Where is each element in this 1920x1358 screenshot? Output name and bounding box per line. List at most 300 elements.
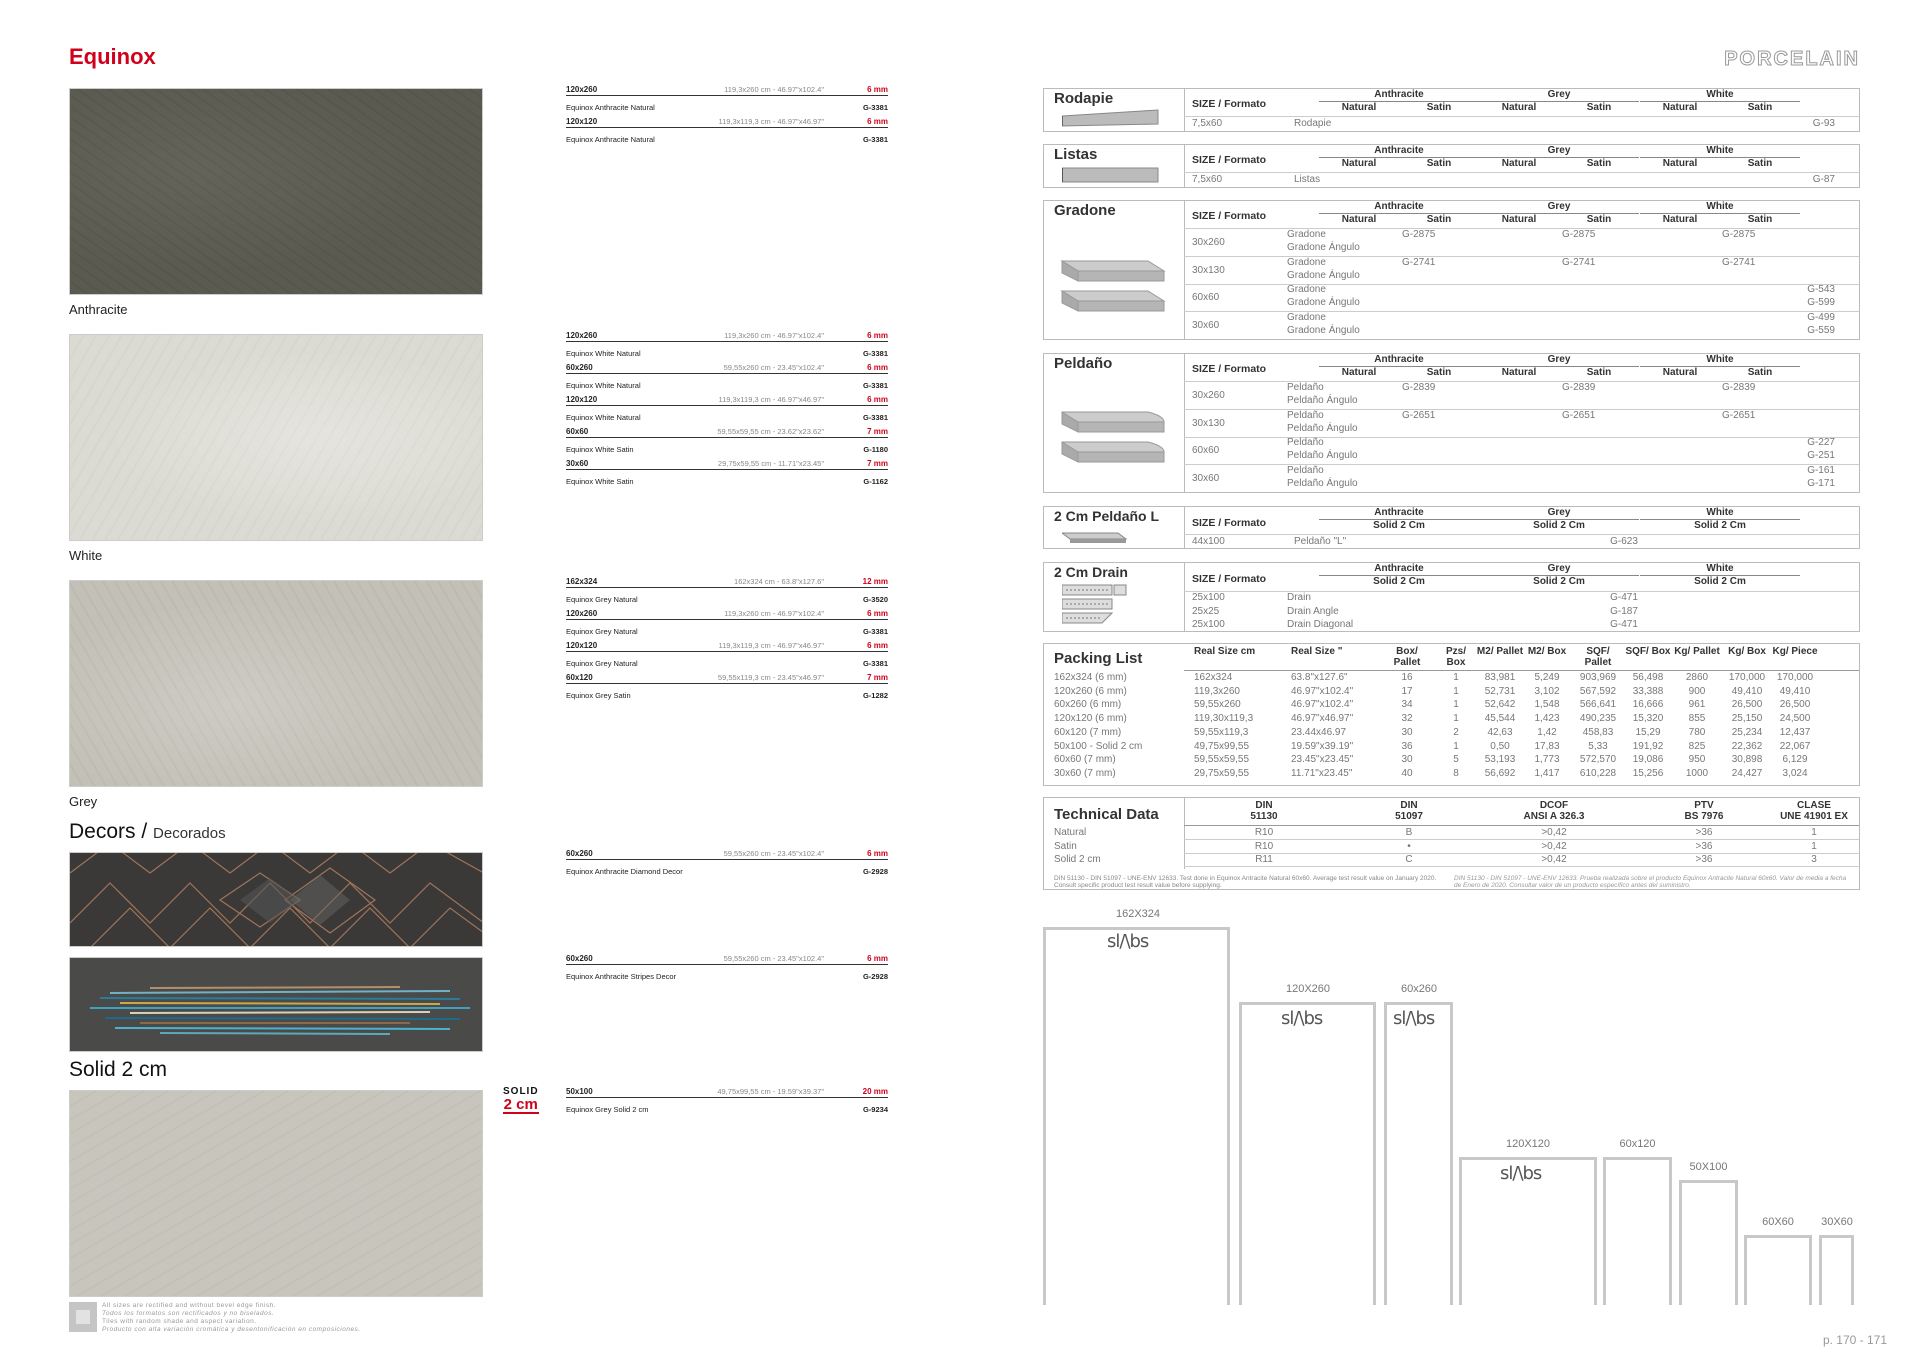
packing-value: 1,423 <box>1534 713 1560 725</box>
color-group-header: White <box>1706 354 1734 365</box>
technical-value: 1 <box>1811 840 1817 852</box>
packing-value: 5,33 <box>1588 740 1608 752</box>
spec-thickness: 6 mm <box>867 641 888 650</box>
row-divider <box>1184 866 1859 867</box>
packing-value: 1000 <box>1685 767 1709 779</box>
finish-header: Satin <box>1747 367 1773 378</box>
finish-header: Satin <box>1747 158 1773 169</box>
packing-value: 1,417 <box>1534 767 1560 779</box>
spec-thickness: 6 mm <box>867 363 888 372</box>
packing-value: 16 <box>1401 672 1413 683</box>
finish-header: Natural <box>1341 158 1377 169</box>
packing-value: 59,55x119,3 <box>1194 726 1249 738</box>
slab-size-label: 60x260 <box>1400 983 1438 995</box>
spec-thickness: 6 mm <box>867 85 888 94</box>
technical-note-es: DIN 51130 - DIN 51097 - UNE-ENV 12633. Prueba realizada sobre el producto Equinox Antracite Natural 60x60. Valor de media a fecha de Enero de 2020. Consultar valor de un producto específico antes del suministro. <box>1454 875 1847 889</box>
packing-value: 170,000 <box>1776 672 1814 683</box>
slab-60x60 <box>1744 1235 1812 1305</box>
footnote-line: All sizes are rectified and without bevel edge finish. <box>102 1302 277 1309</box>
color-group-header: White <box>1706 145 1734 156</box>
technical-header-l2: 51130 <box>1250 811 1278 822</box>
spec-size-row <box>566 422 888 438</box>
spec-product-code: G-2928 <box>862 972 888 981</box>
row-desc: Peldaño <box>1287 464 1324 476</box>
packing-value: 49,410 <box>1779 685 1811 697</box>
slab-size-label: 30X60 <box>1821 1216 1853 1228</box>
packing-value: 63.8"x127.6" <box>1291 672 1348 683</box>
rodapie-illustration <box>1062 108 1162 128</box>
spec-real-size: 119,3x260 cm - 46.97"x102.4" <box>724 85 824 94</box>
row-size: 60x60 <box>1192 445 1220 456</box>
slabs-logo: sl/\bs <box>1500 1163 1542 1184</box>
table-title: Gradone <box>1054 202 1116 219</box>
spec-product-row <box>566 684 888 700</box>
packing-value: 458,83 <box>1582 726 1614 738</box>
row-divider <box>1184 409 1859 410</box>
row-size: 25x100 <box>1192 592 1225 603</box>
technical-value: >0,42 <box>1541 827 1567 838</box>
spec-size: 60x60 <box>566 427 589 436</box>
technical-value: R10 <box>1254 840 1274 852</box>
packing-value: 83,981 <box>1484 672 1516 683</box>
packing-title: Packing List <box>1054 650 1143 667</box>
stripes-pattern <box>70 958 483 1052</box>
packing-value: 1 <box>1453 699 1459 711</box>
technical-header-l1: CLASE <box>1797 800 1831 811</box>
packing-value: 11.71"x23.45" <box>1291 767 1353 779</box>
slabs-logo: sl/\bs <box>1107 931 1149 952</box>
row-code: G-2839 <box>1402 382 1436 393</box>
decors-title: Decors / <box>69 820 148 843</box>
spec-product-row <box>566 620 888 636</box>
finish-header: Natural <box>1501 158 1537 169</box>
spec-product-row <box>566 96 888 112</box>
packing-value: 33,388 <box>1632 685 1664 697</box>
diamond-pattern <box>70 853 483 947</box>
spec-real-size: 59,55x119,3 cm - 23.45"x46.97" <box>717 673 824 682</box>
spec-thickness: 6 mm <box>867 954 888 963</box>
row-code: G-2741 <box>1562 256 1596 268</box>
finish-header: Natural <box>1662 367 1698 378</box>
rectified-icon <box>69 1302 97 1332</box>
spec-product-name: Equinox Grey Natural <box>566 595 638 604</box>
color-group-header: Anthracite <box>1374 89 1424 100</box>
spec-product-name: Equinox Anthracite Natural <box>566 103 655 112</box>
row-size: 30x60 <box>1192 472 1220 484</box>
finish-header: Satin <box>1426 367 1452 378</box>
technical-header-l2: 51097 <box>1395 811 1423 822</box>
row-desc: Peldaño Ángulo <box>1287 477 1358 489</box>
table-title: 2 Cm Drain <box>1054 564 1128 580</box>
row-code: G-2839 <box>1722 382 1756 393</box>
row-desc: Peldaño <box>1287 382 1324 393</box>
packing-value: 25,234 <box>1731 726 1763 738</box>
packing-value: 825 <box>1688 740 1706 752</box>
spec-product-code: G-1162 <box>863 477 888 486</box>
table-peldano-l <box>1043 506 1860 549</box>
row-size: 30x260 <box>1192 390 1225 401</box>
tile-image-anthracite <box>69 88 483 295</box>
solid-badge-line1: SOLID <box>503 1086 539 1097</box>
spec-size-row <box>566 636 888 652</box>
spec-size-row <box>566 572 888 588</box>
packing-value: 900 <box>1688 685 1706 697</box>
packing-value: 26,500 <box>1731 699 1763 711</box>
size-header: SIZE / Formato <box>1192 98 1267 110</box>
finish-header: Satin <box>1426 214 1452 225</box>
row-code: G-2875 <box>1402 229 1436 240</box>
technical-title: Technical Data <box>1054 806 1159 823</box>
packing-value: 1 <box>1453 672 1459 683</box>
finish-header: Natural <box>1662 214 1698 225</box>
packing-value: 119,3x260 <box>1194 685 1240 697</box>
spec-block-stripes <box>566 949 888 981</box>
spec-thickness: 6 mm <box>867 609 888 618</box>
packing-column-header: M2/ Box <box>1527 646 1567 657</box>
row-desc: Gradone <box>1287 256 1326 268</box>
packing-value: 1 <box>1453 713 1459 725</box>
table-peldano <box>1043 353 1860 493</box>
table-title: Listas <box>1054 146 1098 163</box>
technical-value: >0,42 <box>1541 840 1567 852</box>
spec-real-size: 59,55x260 cm - 23.45"x102.4" <box>723 954 824 963</box>
spec-size: 120x120 <box>566 641 598 650</box>
finish-header: Solid 2 Cm <box>1373 576 1425 587</box>
row-desc: Drain Angle <box>1287 606 1339 617</box>
finish-header: Satin <box>1426 102 1452 113</box>
row-divider <box>1184 284 1859 285</box>
packing-value: 12,437 <box>1779 726 1811 738</box>
spec-size: 162x324 <box>566 577 598 586</box>
finish-header: Satin <box>1586 158 1612 169</box>
packing-format: 60x60 (7 mm) <box>1054 754 1116 766</box>
finish-header: Natural <box>1341 214 1377 225</box>
packing-value: 46.97"x46.97" <box>1291 713 1354 725</box>
row-code: G-187 <box>1610 606 1638 617</box>
packing-column-header: Box/ Pallet <box>1393 646 1421 668</box>
spec-size-row <box>566 949 888 965</box>
technical-value: 3 <box>1811 854 1817 865</box>
packing-value: 52,731 <box>1484 685 1516 697</box>
row-size: 30x130 <box>1192 417 1225 429</box>
finish-header: Solid 2 Cm <box>1533 576 1585 587</box>
technical-header-l2: UNE 41901 EX <box>1780 811 1848 822</box>
finish-header: Satin <box>1586 367 1612 378</box>
row-desc: Gradone Ángulo <box>1287 242 1360 253</box>
spec-size: 120x260 <box>566 609 598 618</box>
packing-value: 16,666 <box>1632 699 1664 711</box>
packing-value: 610,228 <box>1579 767 1617 779</box>
packing-value: 19,086 <box>1632 754 1664 766</box>
row-divider <box>1184 464 1859 465</box>
finish-header: Satin <box>1747 102 1773 113</box>
row-code: G-171 <box>1807 477 1835 489</box>
packing-column-header: Kg/ Piece <box>1772 646 1818 657</box>
packing-value: 1,773 <box>1534 754 1560 766</box>
technical-header-line <box>1184 825 1859 826</box>
row-code: G-471 <box>1610 619 1638 630</box>
row-desc: Gradone <box>1287 311 1326 323</box>
color-group-header: Anthracite <box>1374 145 1424 156</box>
technical-header-l1: DIN <box>1400 800 1418 811</box>
size-header: SIZE / Formato <box>1192 363 1267 375</box>
color-group-header: Grey <box>1547 563 1571 574</box>
row-code: G-2651 <box>1722 409 1756 421</box>
packing-value: 29,75x59,55 <box>1194 767 1250 779</box>
packing-value: 24,427 <box>1731 767 1763 779</box>
decors-subtitle: Decorados <box>153 825 226 842</box>
spec-product-code: G-3381 <box>862 627 888 636</box>
row-divider <box>1184 256 1859 257</box>
finish-header: Solid 2 Cm <box>1694 520 1746 531</box>
spec-product-name: Equinox White Satin <box>566 477 634 486</box>
spec-size: 60x260 <box>566 954 593 963</box>
row-desc: Gradone <box>1287 229 1326 240</box>
technical-finish: Natural <box>1054 827 1087 838</box>
row-code: G-2741 <box>1722 256 1756 268</box>
packing-value: 15,256 <box>1632 767 1664 779</box>
packing-value: 567,592 <box>1579 685 1617 697</box>
finish-header: Natural <box>1501 214 1537 225</box>
spec-real-size: 162x324 cm - 63.8"x127.6" <box>734 577 824 586</box>
packing-value: 59,55x260 <box>1194 699 1241 711</box>
spec-product-row <box>566 860 888 876</box>
row-code: G-2651 <box>1562 409 1596 421</box>
packing-value: 1,42 <box>1537 726 1557 738</box>
row-code: G-93 <box>1812 118 1835 129</box>
row-code: G-2875 <box>1562 229 1596 240</box>
packing-value: 42,63 <box>1487 726 1513 738</box>
row-desc: Rodapie <box>1294 118 1332 129</box>
spec-product-row <box>566 652 888 668</box>
packing-format: 50x100 - Solid 2 cm <box>1054 740 1143 752</box>
spec-size-row <box>566 1082 888 1098</box>
slab-120x260 <box>1239 1002 1376 1305</box>
spec-product-code: G-3381 <box>862 349 888 358</box>
technical-header-l1: DCOF <box>1539 800 1569 811</box>
spec-product-row <box>566 128 888 144</box>
spec-product-code: G-1180 <box>863 445 888 454</box>
packing-value: 49,410 <box>1731 685 1763 697</box>
spec-size-row <box>566 390 888 406</box>
packing-value: 170,000 <box>1728 672 1766 683</box>
technical-value: >36 <box>1695 840 1713 852</box>
gradone-illustration <box>1052 253 1168 323</box>
row-divider <box>1184 311 1859 312</box>
packing-column-header: M2/ Pallet <box>1476 646 1524 657</box>
color-group-header: White <box>1706 507 1734 518</box>
slab-60x260 <box>1384 1002 1453 1305</box>
packing-value: 52,642 <box>1484 699 1516 711</box>
packing-value: 961 <box>1688 699 1706 711</box>
packing-format: 162x324 (6 mm) <box>1054 672 1127 683</box>
spec-product-code: G-3520 <box>862 595 888 604</box>
spec-product-code: G-3381 <box>862 413 888 422</box>
packing-column-header: Kg/ Pallet <box>1674 646 1720 657</box>
finish-header: Natural <box>1501 367 1537 378</box>
packing-value: 53,193 <box>1484 754 1516 766</box>
spec-product-row <box>566 406 888 422</box>
spec-product-code: G-3381 <box>862 103 888 112</box>
spec-product-row <box>566 1098 888 1114</box>
spec-product-name: Equinox Anthracite Natural <box>566 135 655 144</box>
tile-label-anthracite: Anthracite <box>69 302 128 317</box>
packing-value: 162x324 <box>1194 672 1233 683</box>
footnote-line: Tiles with random shade and aspect variation. <box>102 1318 257 1325</box>
spec-size: 50x100 <box>566 1087 593 1096</box>
spec-product-code: G-9234 <box>862 1105 888 1114</box>
spec-thickness: 6 mm <box>867 395 888 404</box>
packing-format: 60x260 (6 mm) <box>1054 699 1122 711</box>
spec-product-name: Equinox White Satin <box>566 445 634 454</box>
spec-size-row <box>566 80 888 96</box>
row-code: G-623 <box>1610 536 1638 547</box>
tile-label-white: White <box>69 548 103 563</box>
packing-value: 30,898 <box>1731 754 1763 766</box>
spec-product-code: G-3381 <box>862 659 888 668</box>
row-desc: Peldaño "L" <box>1294 536 1347 547</box>
packing-value: 17,83 <box>1534 740 1560 752</box>
color-group-header: White <box>1706 563 1734 574</box>
technical-value: >36 <box>1695 827 1713 838</box>
spec-product-code: G-1282 <box>862 691 888 700</box>
spec-size: 120x260 <box>566 85 598 94</box>
row-size: 60x60 <box>1192 292 1220 303</box>
packing-value: 23.45"x23.45" <box>1291 754 1354 766</box>
packing-format: 120x260 (6 mm) <box>1054 685 1127 697</box>
row-desc: Peldaño Ángulo <box>1287 450 1358 461</box>
color-group-header: White <box>1706 201 1734 212</box>
color-group-header: Anthracite <box>1374 507 1424 518</box>
packing-value: 0,50 <box>1490 740 1510 752</box>
packing-value: 32 <box>1401 713 1413 725</box>
packing-header-line <box>1184 670 1859 671</box>
packing-value: 1 <box>1453 740 1459 752</box>
technical-value: R10 <box>1254 827 1274 838</box>
packing-column-header: Real Size " <box>1291 646 1343 657</box>
row-code: G-2875 <box>1722 229 1756 240</box>
listas-illustration <box>1062 164 1162 184</box>
spec-size-row <box>566 112 888 128</box>
packing-value: 36 <box>1401 740 1413 752</box>
tile-label-grey: Grey <box>69 794 98 809</box>
packing-value: 23.44x46.97 <box>1291 726 1347 738</box>
packing-value: 903,969 <box>1579 672 1617 683</box>
spec-product-name: Equinox Grey Satin <box>566 691 631 700</box>
row-divider <box>1184 228 1859 229</box>
packing-value: 30 <box>1401 754 1413 766</box>
spec-real-size: 59,55x59,55 cm - 23.62"x23.62" <box>717 427 824 436</box>
spec-block-diamond <box>566 844 888 876</box>
spec-product-name: Equinox Anthracite Diamond Decor <box>566 867 683 876</box>
technical-value: R11 <box>1255 854 1273 865</box>
drain-illustration <box>1062 583 1132 629</box>
slabs-logo: sl/\bs <box>1281 1008 1323 1029</box>
finish-header: Natural <box>1662 102 1698 113</box>
table-title: Rodapie <box>1054 90 1114 107</box>
spec-product-code: G-3381 <box>862 135 888 144</box>
spec-thickness: 7 mm <box>867 673 888 682</box>
row-code: G-161 <box>1807 464 1835 476</box>
spec-product-row <box>566 438 888 454</box>
packing-value: 19.59"x39.19" <box>1291 740 1354 752</box>
collection-title: Equinox <box>69 44 156 69</box>
peldano-illustration <box>1052 402 1168 472</box>
packing-value: 191,92 <box>1632 740 1664 752</box>
packing-value: 1 <box>1453 685 1459 697</box>
slab-30x60 <box>1819 1235 1854 1305</box>
row-size: 30x130 <box>1192 264 1225 276</box>
spec-real-size: 59,55x260 cm - 23.45"x102.4" <box>723 849 824 858</box>
slab-50x100 <box>1679 1180 1738 1305</box>
color-group-header: Anthracite <box>1374 201 1424 212</box>
finish-header: Natural <box>1341 102 1377 113</box>
row-desc: Gradone <box>1287 284 1326 295</box>
spec-size: 120x120 <box>566 117 598 126</box>
row-code: G-251 <box>1807 450 1835 461</box>
packing-value: 34 <box>1401 699 1413 711</box>
packing-value: 5,249 <box>1534 672 1560 683</box>
packing-value: 45,544 <box>1484 713 1516 725</box>
footnote-line: Todos los formatos son rectificados y no biselados. <box>102 1310 275 1317</box>
row-size: 25x25 <box>1192 606 1220 617</box>
packing-value: 40 <box>1401 767 1413 779</box>
row-size: 7,5x60 <box>1192 118 1223 129</box>
spec-product-name: Equinox White Natural <box>566 349 641 358</box>
row-desc: Gradone Ángulo <box>1287 297 1360 308</box>
spec-product-name: Equinox White Natural <box>566 381 641 390</box>
spec-product-code: G-2928 <box>862 867 888 876</box>
spec-product-row <box>566 965 888 981</box>
row-desc: Drain Diagonal <box>1287 619 1354 630</box>
finish-header: Natural <box>1662 158 1698 169</box>
packing-value: 3,102 <box>1534 685 1560 697</box>
packing-value: 25,150 <box>1731 713 1763 725</box>
table-listas <box>1043 144 1860 188</box>
packing-value: 780 <box>1688 726 1706 738</box>
row-desc: Peldaño Ángulo <box>1287 395 1358 406</box>
finish-header: Satin <box>1426 158 1452 169</box>
slab-size-label: 50X100 <box>1689 1161 1728 1173</box>
color-group-header: Grey <box>1547 354 1571 365</box>
tile-image-white <box>69 334 483 541</box>
packing-column-header: Real Size cm <box>1194 646 1256 657</box>
slabs-logo: sl/\bs <box>1393 1008 1435 1029</box>
spec-thickness: 7 mm <box>867 427 888 436</box>
solid-2cm-badge <box>503 1087 539 1114</box>
packing-column-header: SQF/ Pallet <box>1584 646 1612 668</box>
solid-badge-line2: 2 cm <box>503 1096 538 1113</box>
packing-value: 855 <box>1688 713 1706 725</box>
spec-size: 120x260 <box>566 331 598 340</box>
slab-162x324 <box>1043 927 1230 1305</box>
row-code: G-2839 <box>1562 382 1596 393</box>
footnote <box>102 1302 361 1334</box>
row-desc: Listas <box>1294 174 1321 185</box>
slab-60x120 <box>1603 1157 1672 1305</box>
spec-size-row <box>566 668 888 684</box>
packing-value: 46.97"x102.4" <box>1291 699 1354 711</box>
color-group-header: Anthracite <box>1374 563 1424 574</box>
technical-value: >0,42 <box>1541 854 1567 865</box>
packing-column-header: Kg/ Box <box>1728 646 1766 657</box>
finish-header: Solid 2 Cm <box>1373 520 1425 531</box>
spec-thickness: 20 mm <box>862 1087 888 1096</box>
packing-value: 119,30x119,3 <box>1194 713 1254 725</box>
spec-size: 60x120 <box>566 673 593 682</box>
technical-value: B <box>1405 827 1413 838</box>
packing-format: 60x120 (7 mm) <box>1054 726 1122 738</box>
